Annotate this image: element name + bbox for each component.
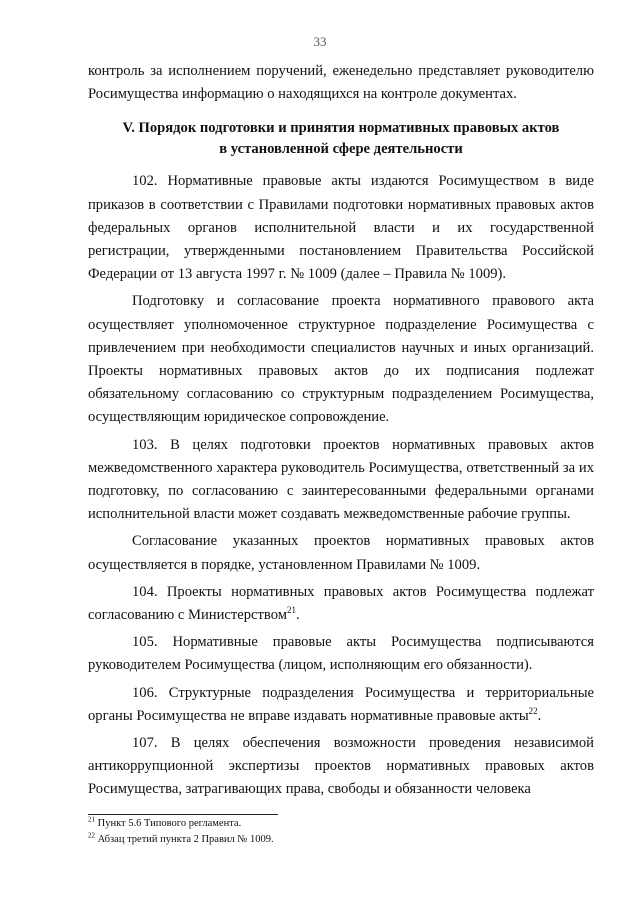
footnote-ref-21[interactable]: 21	[286, 605, 296, 616]
paragraph-106-text: 106. Структурные подразделения Росимущества и территориальные органы Росимущества не вправе издавать нормативные правовые акты	[88, 684, 594, 724]
paragraph-107: 107. В целях обеспечения возможности проведения независимой антикоррупционной экспертизы проектов нормативных правовых актов Росимущества, затрагивающих права, свободы и обязанности человека	[88, 735, 594, 798]
document-body	[88, 60, 594, 802]
footnotes	[88, 816, 594, 848]
paragraph-103-second: Согласование указанных проектов нормативных правовых актов осуществляется в порядке, установленном Правилами № 1009.	[88, 533, 594, 573]
section-heading-line1: V. Порядок подготовки и принятия нормативных правовых актов	[122, 120, 560, 137]
paragraph-103: 103. В целях подготовки проектов нормативных правовых актов межведомственного характера руководитель Росимущества, ответственный за их подготовку, по согласованию с заинтересованными федеральными органами исполнительной власти может создавать межведомственные рабочие группы.	[88, 436, 594, 523]
paragraph-106-end: .	[537, 707, 542, 724]
footnote-text: Абзац третий пункта 2 Правил № 1009.	[95, 834, 274, 845]
paragraph-intro: контроль за исполнением поручений, еженедельно представляет руководителю Росимущества информацию о находящихся на контроле документах.	[88, 63, 594, 103]
footnote-ref-22[interactable]: 22	[528, 706, 538, 717]
footnote-21	[88, 816, 594, 832]
paragraph-104-end: .	[295, 607, 300, 624]
paragraph-104	[88, 581, 594, 627]
paragraph-102: 102. Нормативные правовые акты издаются Росимуществом в виде приказов в соответствии с Правилами подготовки нормативных правовых актов федеральных органов исполнительной власти и их государственной регистрации, утвержденными постановлением Правительства Российской Федерации от 13 августа 1997 г. № 1009 (далее – Правила № 1009).	[88, 173, 594, 283]
footnote-22	[88, 832, 594, 848]
paragraph-106	[88, 682, 594, 728]
page-number: 33	[313, 34, 327, 49]
paragraph-102-second: Подготовку и согласование проекта нормативного правового акта осуществляет уполномоченное структурное подразделение Росимущества с привлечением при необходимости специалистов научных и иных организаций. Проекты нормативных правовых актов до их подписания подлежат обязательному согласованию со структурным подразделением Росимущества, осуществляющим юридическое сопровождение.	[88, 293, 594, 426]
paragraph-104-text: 104. Проекты нормативных правовых актов Росимущества подлежат согласованию с Министерством	[88, 583, 594, 624]
section-heading-line2: в установленной сфере деятельности	[219, 141, 463, 158]
footnote-text: Пункт 5.6 Типового регламента.	[95, 818, 242, 829]
section-heading	[88, 118, 594, 160]
paragraph-105: 105. Нормативные правовые акты Росимущества подписываются руководителем Росимущества (лицом, исполняющим его обязанности).	[88, 634, 594, 674]
footnote-mark: 22	[88, 831, 95, 840]
footnote-mark: 21	[88, 815, 95, 824]
footnote-divider	[88, 814, 278, 815]
